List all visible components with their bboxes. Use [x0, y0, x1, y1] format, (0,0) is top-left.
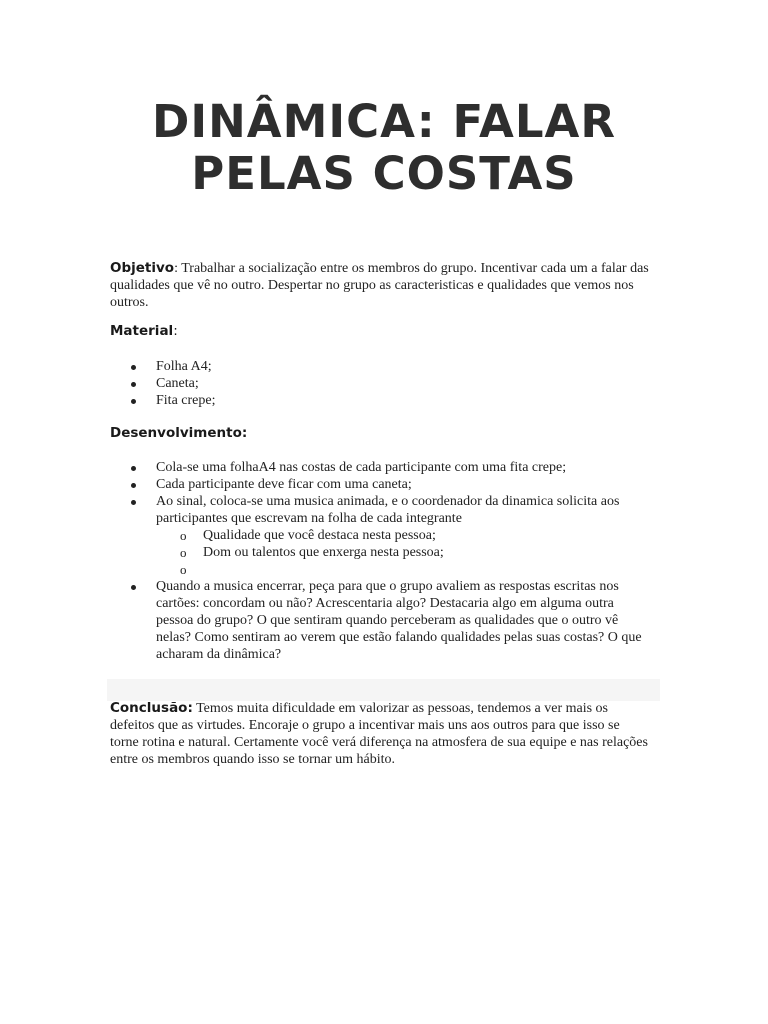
- material-list: [110, 358, 650, 409]
- desenvolvimento-label: Desenvolvimento:: [110, 425, 248, 441]
- title-line-1: DINÂMICA: FALAR: [151, 95, 616, 148]
- list-item: [110, 493, 650, 578]
- bullet-icon: [131, 466, 136, 471]
- objetivo-section: [110, 260, 650, 311]
- list-item: [110, 578, 650, 663]
- bullet-icon: [131, 399, 136, 404]
- list-item: [110, 375, 650, 392]
- objetivo-text: : Trabalhar a socialização entre os membros do grupo. Incentivar cada um a falar das qualidades que vê no outro. Despertar no grupo as caracteristicas e qualidades que vemos nos outros.: [110, 261, 649, 310]
- circle-bullet-icon: o: [180, 562, 187, 577]
- bullet-icon: [131, 365, 136, 370]
- list-item: [110, 476, 650, 493]
- list-item-text: Caneta;: [156, 376, 199, 391]
- list-item: [110, 459, 650, 476]
- list-item-text: Ao sinal, coloca-se uma musica animada, e o coordenador da dinamica solicita aos participantes que escrevam na folha de cada integrante: [156, 494, 620, 526]
- material-heading: [110, 323, 650, 340]
- conclusao-label: Conclusão:: [110, 700, 193, 716]
- sub-list-item: [156, 561, 650, 578]
- list-item-text: Quando a musica encerrar, peça para que o grupo avaliem as respostas escritas nos cartões: concordam ou não? Acrescentaria algo? Destacaria algo em alguma outra pessoa do grupo? O que sentiram quando perceberam as qualidades que o outro vê nelas? Como sentiram ao verem que estão falando qualidades pelas suas costas? O que acharam da dinâmica?: [156, 579, 642, 662]
- circle-bullet-icon: o: [180, 528, 187, 543]
- list-item: [110, 392, 650, 409]
- bullet-icon: [131, 585, 136, 590]
- material-label: Material: [110, 323, 174, 339]
- list-item: [110, 358, 650, 375]
- list-item-text: Cada participante deve ficar com uma caneta;: [156, 477, 412, 492]
- list-item-text: Fita crepe;: [156, 393, 216, 408]
- sub-list-item: [156, 544, 650, 561]
- conclusao-text: Temos muita dificuldade em valorizar as pessoas, tendemos a ver mais os defeitos que as virtudes. Encoraje o grupo a incentivar mais uns aos outros para que isso se torne rotina e natural. Certamente você verá diferença na atmosfera de sua equipe e nas relações entre os membros quando isso se tornar um hábito.: [110, 701, 648, 767]
- page-title: [0, 96, 768, 200]
- conclusao-section: [110, 700, 650, 768]
- desenvolvimento-list: [110, 459, 650, 663]
- desenvolvimento-heading: [110, 425, 650, 442]
- list-item-text: Cola-se uma folhaA4 nas costas de cada participante com uma fita crepe;: [156, 460, 567, 475]
- bullet-icon: [131, 483, 136, 488]
- conclusao-highlight: [107, 679, 660, 701]
- bullet-icon: [131, 382, 136, 387]
- circle-bullet-icon: o: [180, 545, 187, 560]
- sub-list: [156, 527, 650, 578]
- sub-list-item-text: Qualidade que você destaca nesta pessoa;: [203, 528, 436, 543]
- material-colon: :: [173, 323, 178, 339]
- objetivo-label: Objetivo: [110, 260, 175, 276]
- sub-list-item: [156, 527, 650, 544]
- bullet-icon: [131, 500, 136, 505]
- title-line-2: PELAS COSTAS: [191, 147, 577, 200]
- sub-list-item-text: Dom ou talentos que enxerga nesta pessoa;: [203, 545, 444, 560]
- list-item-text: Folha A4;: [156, 359, 212, 374]
